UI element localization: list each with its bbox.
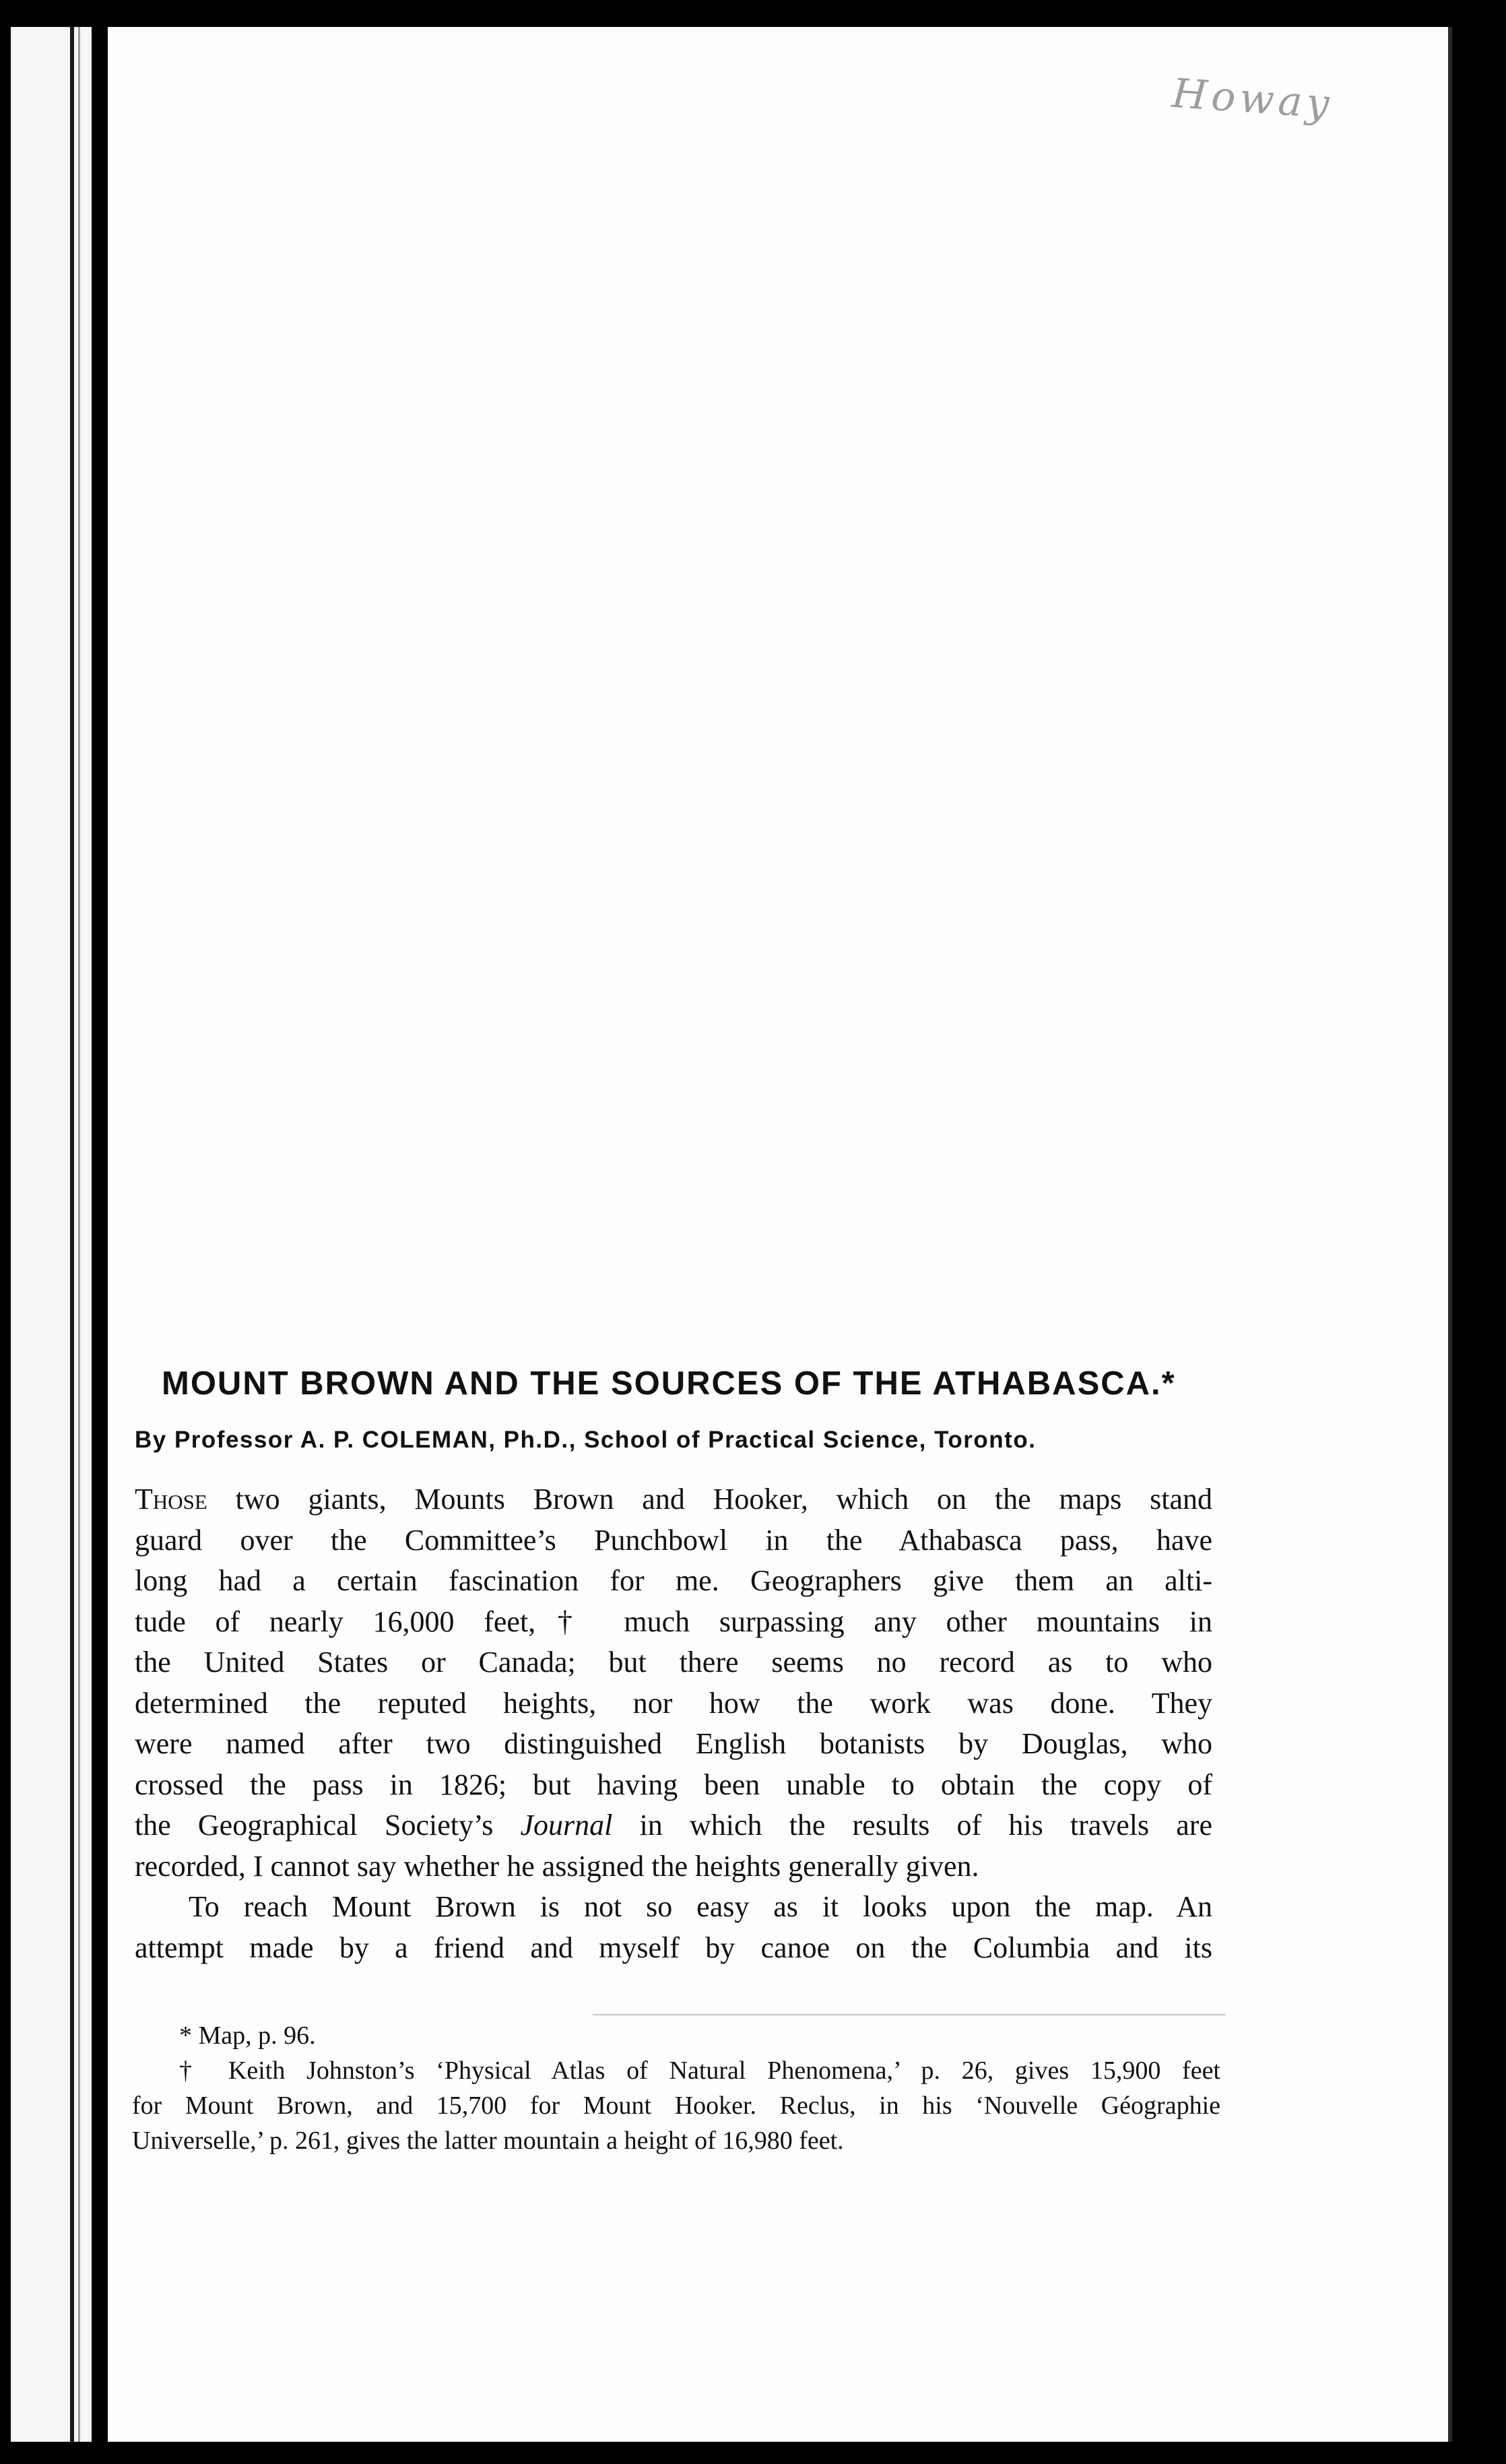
footnote-dagger-line-3: Universelle,’ p. 261, gives the latter mountain a height of 16,980 feet. [132,2127,844,2155]
lead-word: Those [135,1483,207,1516]
article-body [135,1479,1212,1968]
footnote-dagger-line-2: for Mount Brown, and 15,700 for Mount Hooker. Reclus, in his ‘Nouvelle Géographie [132,2092,1220,2120]
footnote-dagger-line-1: † Keith Johnston’s ‘Physical Atlas of Natural Phenomena,’ p. 26, gives 15,900 feet [179,2056,1220,2085]
right-page-edge [1448,27,1452,2442]
body-line-7: were named after two distinguished English botanists by Douglas, who [135,1727,1212,1760]
footnotes [132,2018,1220,2158]
footnote-divider [593,2014,1226,2015]
body-line-10: recorded, I cannot say whether he assigned the heights generally given. [135,1849,979,1883]
body-line-9-a: the Geographical Society’s [135,1809,521,1842]
body-line-8: crossed the pass in 1826; but having been unable to obtain the copy of [135,1768,1212,1801]
body-line-9 [135,1805,1212,1846]
handwritten-annotation: Howay [1170,69,1335,129]
page-edge-line [78,27,80,2442]
body-line-2: guard over the Committee’s Punchbowl in the Athabasca pass, have [135,1523,1212,1557]
body-line-4: tude of nearly 16,000 feet,† much surpassing any other mountains in [135,1604,1212,1638]
body-line-9-b: in which the results of his travels are [612,1809,1212,1842]
previous-page-edge [11,27,92,2442]
body-line-1 [135,1479,1212,1520]
journal-italic: Journal [520,1809,613,1842]
page-edge-shadow [70,27,74,2442]
body-line-1-text: two giants, Mounts Brown and Hooker, which on the maps stand [207,1483,1212,1516]
footnote-star: * Map, p. 96. [179,2021,316,2050]
article-title: MOUNT BROWN AND THE SOURCES OF THE ATHABASCA.* [162,1365,1176,1402]
body-line-12: attempt made by a friend and myself by canoe on the Columbia and its [135,1931,1212,1964]
article-byline: By Professor A. P. COLEMAN, Ph.D., School of Practical Science, Toronto. [135,1427,1037,1453]
body-line-3: long had a certain fascination for me. Geographers give them an alti- [135,1564,1212,1597]
body-line-5: the United States or Canada; but there seems no record as to who [135,1646,1212,1679]
body-line-6: determined the reputed heights, nor how the work was done. They [135,1686,1212,1720]
body-line-11: To reach Mount Brown is not so easy as it looks upon the map. An [189,1890,1212,1923]
